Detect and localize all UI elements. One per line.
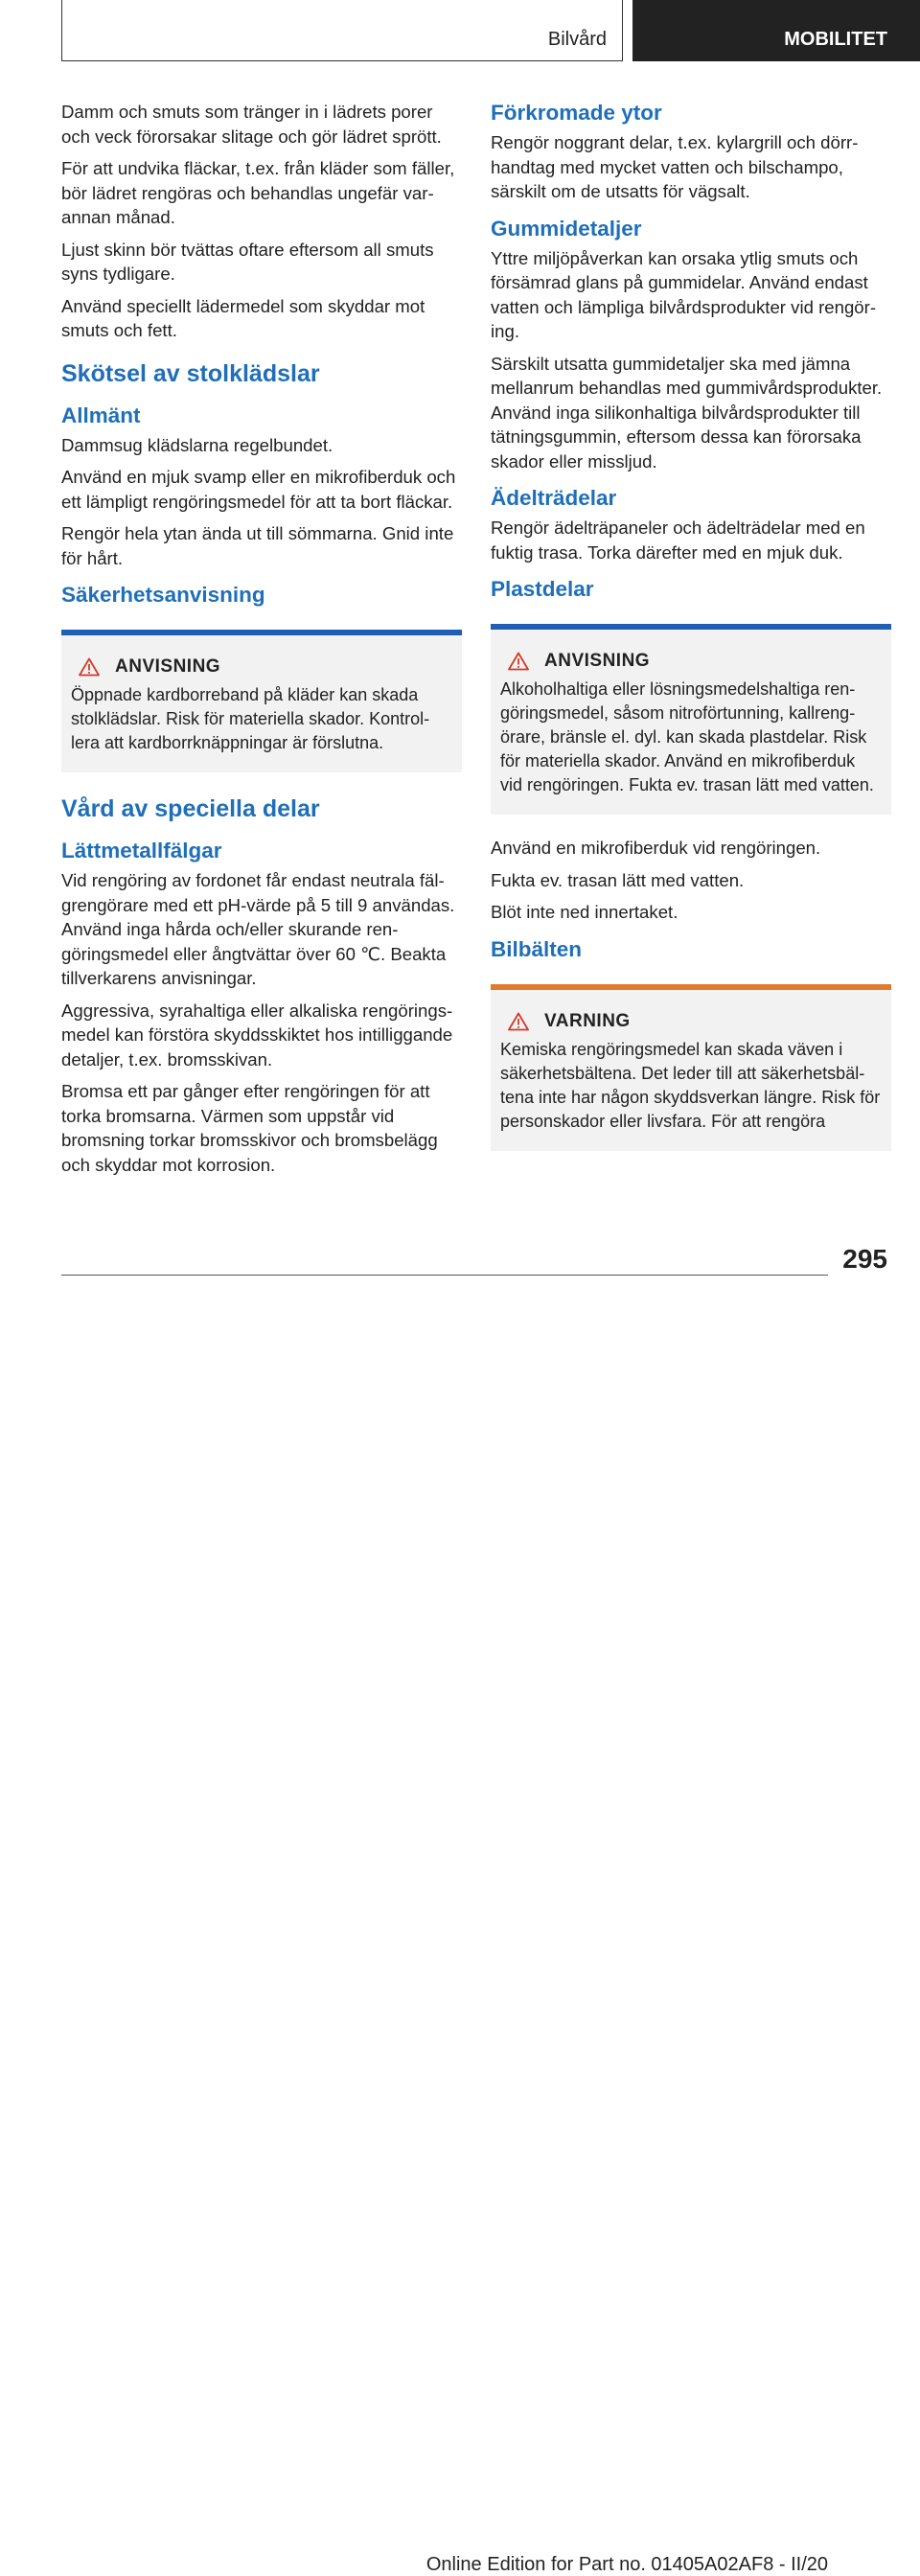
- paragraph: Särskilt utsatta gummidetaljer ska med jämna mellanrum behandlas med gummivårdsprodukter. Använd inga silikonhaltiga bilvårdsprodukter till tätningsgummin, eftersom dessa kan förorsaka skador eller missljud.: [491, 353, 883, 472]
- subsection-heading: Bilbälten: [491, 936, 583, 961]
- paragraph: Ljust skinn bör tvättas oftare eftersom all smuts syns tydligare.: [61, 239, 434, 284]
- warning-header: [508, 1011, 882, 1032]
- section-label: Bilvård: [547, 29, 607, 50]
- subsection-heading: Gummidetaljer: [491, 216, 642, 241]
- paragraph: Blöt inte ned innertaket.: [491, 902, 678, 922]
- warning-box: [491, 984, 891, 1151]
- paragraph: För att undvika fläckar, t.ex. från kläder som fäller, bör lädret rengöras och behandlas ungefär varannan månad.: [61, 158, 455, 227]
- paragraph: Använd en mikrofiberduk vid rengöringen.: [491, 838, 821, 858]
- left-column: [61, 100, 462, 1184]
- notice-text: Öppnade kardborreband på kläder kan skada stolklädslar. Risk för materiella skador. Kontrollera att kardborrknäppningar är förslutna.: [71, 685, 430, 752]
- warning-triangle-icon: [508, 652, 529, 671]
- notice-header: [79, 656, 452, 678]
- right-column: [491, 100, 891, 1172]
- subsection-heading: Säkerhetsanvisning: [61, 583, 265, 607]
- notice-text: Alkoholhaltiga eller lösningsmedelshaltiga rengöringsmedel, såsom nitroförtunning, kallrengörare, bränsle el. dyl. kan skada plastdelar. Risk för materiella skador. Använd en mikrofiberduk vid rengöringen. Fukta ev. trasan lätt med vatten.: [500, 679, 874, 794]
- paragraph: Yttre miljöpåverkan kan orsaka ytlig smuts och försämrad glans på gummidelar. Använd endast vatten och lämpliga bilvårdsprodukter vid rengöring.: [491, 247, 877, 341]
- notice-title: ANVISNING: [544, 651, 651, 671]
- section-heading: Skötsel av stolklädslar: [61, 359, 320, 387]
- paragraph: Dammsug klädslarna regelbundet.: [61, 434, 334, 455]
- page-number: 295: [842, 1244, 887, 1274]
- subsection-heading: Förkromade ytor: [491, 101, 662, 125]
- section-heading: Vård av speciella delar: [61, 795, 320, 822]
- paragraph: Rengör hela ytan ända ut till sömmarna. Gnid inte för hårt.: [61, 523, 454, 568]
- subsection-heading: Allmänt: [61, 402, 141, 427]
- paragraph: Damm och smuts som tränger in i lädrets porer och veck förorsakar slitage och gör lädret sprött.: [61, 102, 442, 147]
- notice-box: [491, 624, 891, 815]
- paragraph: Använd speciellt lädermedel som skyddar mot smuts och fett.: [61, 295, 426, 340]
- notice-box: [61, 630, 462, 772]
- subsection-heading: Ädelträdelar: [491, 486, 617, 510]
- notice-header: [508, 651, 882, 672]
- footer: [61, 1275, 828, 2575]
- warning-title: VARNING: [544, 1010, 631, 1031]
- footer-edition-text: Online Edition for Part no. 01405A02AF8 - II/20: [426, 2554, 828, 2575]
- subsection-heading: Lättmetallfälgar: [61, 839, 222, 862]
- notice-title: ANVISNING: [115, 656, 221, 677]
- warning-triangle-icon: [508, 1012, 529, 1031]
- warning-triangle-icon: [79, 657, 100, 677]
- paragraph: Bromsa ett par gånger efter rengöringen för att torka bromsarna. Värmen som uppstår vid bromsning torkar bromsskivor och bromsbelägg och skyddar mot korrosion.: [61, 1081, 438, 1175]
- chapter-tab: MOBILITET: [632, 0, 920, 61]
- paragraph: Vid rengöring av fordonet får endast neutrala fälgrengörare med ett pH-värde på 5 till 9 användas. Använd inga hårda och/eller skurande rengöringsmedel eller ångtvättar över 60 ℃. Beakta tillverkarens anvisningar.: [61, 870, 455, 988]
- paragraph: Rengör noggrant delar, t.ex. kylargrill och dörrhandtag med mycket vatten och bilschampo, särskilt om de utsatts för vägsalt.: [491, 132, 859, 201]
- paragraph: Använd en mjuk svamp eller en mikrofiberduk och ett lämpligt rengöringsmedel för att ta bort fläckar.: [61, 467, 456, 512]
- paragraph: Rengör ädelträpaneler och ädelträdelar med en fuktig trasa. Torka därefter med en mjuk duk.: [491, 518, 865, 563]
- header-box: [61, 0, 623, 61]
- paragraph: Fukta ev. trasan lätt med vatten.: [491, 869, 745, 890]
- subsection-heading: Plastdelar: [491, 577, 594, 601]
- paragraph: Aggressiva, syrahaltiga eller alkaliska rengöringsmedel kan förstöra skyddsskiktet hos intilliggande detaljer, t.ex. bromsskivan.: [61, 1000, 453, 1070]
- warning-text: Kemiska rengöringsmedel kan skada väven i säkerhetsbältena. Det leder till att säkerhetsbältena inte har någon skyddsverkan längre. Risk för personskador eller livsfara. För att rengöra: [500, 1039, 881, 1131]
